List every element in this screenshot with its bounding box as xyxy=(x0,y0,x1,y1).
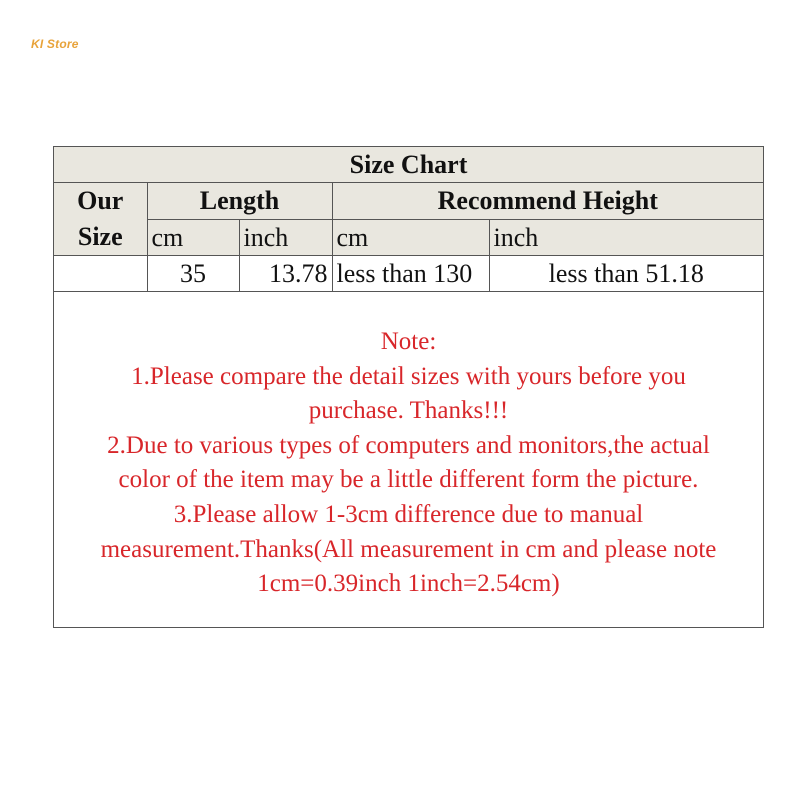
note-heading: Note: xyxy=(380,328,437,355)
height-cm-value: less than 130 xyxy=(332,256,489,292)
size-chart xyxy=(53,146,764,628)
table-group-header-row xyxy=(54,183,763,220)
table-title-row xyxy=(54,147,763,183)
our-size-line2: Size xyxy=(77,222,123,251)
length-inch-unit: inch xyxy=(239,219,332,256)
size-chart-table xyxy=(54,147,763,292)
our-size-line1: Our xyxy=(77,186,124,215)
length-cm-value: 35 xyxy=(147,256,239,292)
note-line: 1cm=0.39inch 1inch=2.54cm) xyxy=(257,570,560,598)
note-line: 1.Please compare the detail sizes with yours before you xyxy=(131,362,686,390)
note-line: purchase. Thanks!!! xyxy=(308,397,509,425)
size-value xyxy=(54,256,147,292)
recommend-height-header: Recommend Height xyxy=(332,183,763,220)
length-inch-value: 13.78 xyxy=(239,256,332,292)
length-header: Length xyxy=(147,183,332,220)
note-line: 2.Due to various types of computers and monitors,the actual xyxy=(107,431,710,459)
height-cm-unit: cm xyxy=(332,219,489,256)
table-title: Size Chart xyxy=(54,147,763,183)
table-row xyxy=(54,256,763,292)
store-watermark: KI Store xyxy=(31,37,79,51)
our-size-header xyxy=(54,183,147,256)
note-line: color of the item may be a little different form the picture. xyxy=(118,466,699,494)
height-inch-unit: inch xyxy=(489,219,763,256)
table-unit-row xyxy=(54,219,763,256)
notes-section xyxy=(54,325,763,602)
length-cm-unit: cm xyxy=(147,219,239,256)
note-line: 3.Please allow 1-3cm difference due to manual xyxy=(173,500,644,528)
note-line: measurement.Thanks(All measurement in cm and please note xyxy=(100,535,717,563)
height-inch-value: less than 51.18 xyxy=(489,256,763,292)
